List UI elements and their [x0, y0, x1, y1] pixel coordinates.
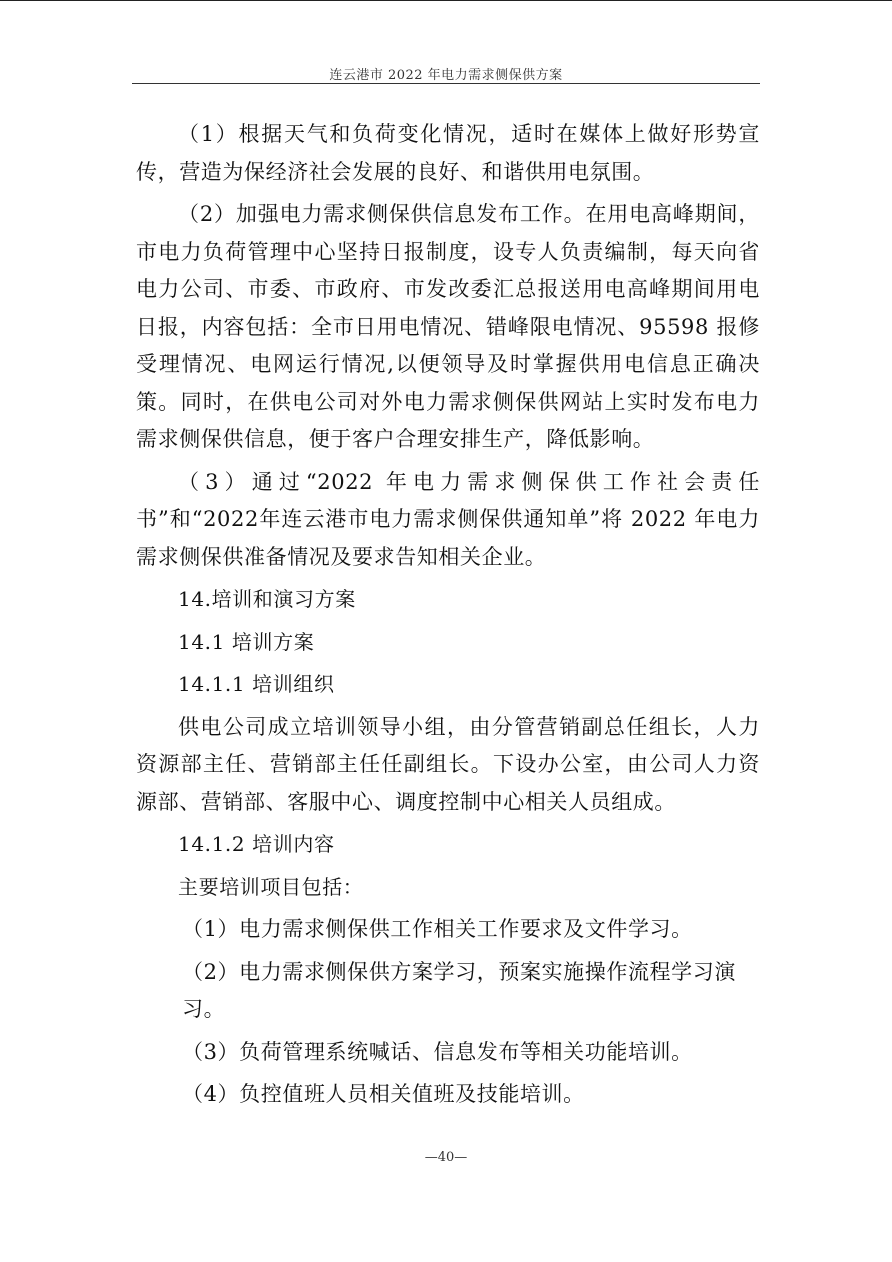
paragraph-info-release: （2）加强电力需求侧保供信息发布工作。在用电高峰期间，市电力负荷管理中心坚持日报制度，设专人负责编制，每天向省电力公司、市委、市政府、市发改委汇总报送用电高峰期间用电日报，内容包括：全市日用电情况、错峰限电情况、95598 报修受理情况、电网运行情况,以便领导及时掌握供用电信息正确决策。同时，在供电公司对外电力需求侧保供网站上实时发布电力需求侧保供信息，便于客户合理安排生产，降低影响。 — [136, 202, 760, 451]
document-body — [136, 116, 760, 1114]
paragraph-training-organization: 供电公司成立培训领导小组，由分管营销副总任组长，人力资源部主任、营销部主任任副组长。下设办公室，由公司人力资源部、营销部、客服中心、调度控制中心相关人员组成。 — [136, 714, 760, 814]
training-item: （2）电力需求侧保供方案学习，预案实施操作流程学习演习。 — [182, 959, 736, 1021]
section-heading-14-1-2: 14.1.2 培训内容 — [178, 832, 335, 856]
running-header: 连云港市 2022 年电力需求侧保供方案 — [329, 68, 563, 83]
page-number: —40— — [424, 1150, 468, 1165]
section-heading-14: 14.培训和演习方案 — [178, 587, 356, 611]
page-top-edge — [0, 0, 892, 1]
section-heading-14-1: 14.1 培训方案 — [178, 629, 315, 654]
paragraph-media-publicity: （1）根据天气和负荷变化情况，适时在媒体上做好形势宣传，营造为保经济社会发展的良好、和谐供用电氛围。 — [136, 122, 760, 184]
training-item: （4）负控值班人员相关值班及技能培训。 — [182, 1082, 585, 1106]
training-item: （3）负荷管理系统喊话、信息发布等相关功能培训。 — [182, 1039, 693, 1064]
section-heading-14-1-1: 14.1.1 培训组织 — [178, 672, 335, 696]
training-items-intro: 主要培训项目包括： — [178, 874, 364, 899]
paragraph-responsibility-notice: （3）通过“2022 年电力需求侧保供工作社会责任书”和“2022年连云港市电力需求侧保供通知单”将 2022 年电力需求侧保供准备情况及要求告知相关企业。 — [136, 469, 760, 569]
header-divider — [132, 83, 760, 84]
training-item: （1）电力需求侧保供工作相关工作要求及文件学习。 — [182, 917, 693, 941]
